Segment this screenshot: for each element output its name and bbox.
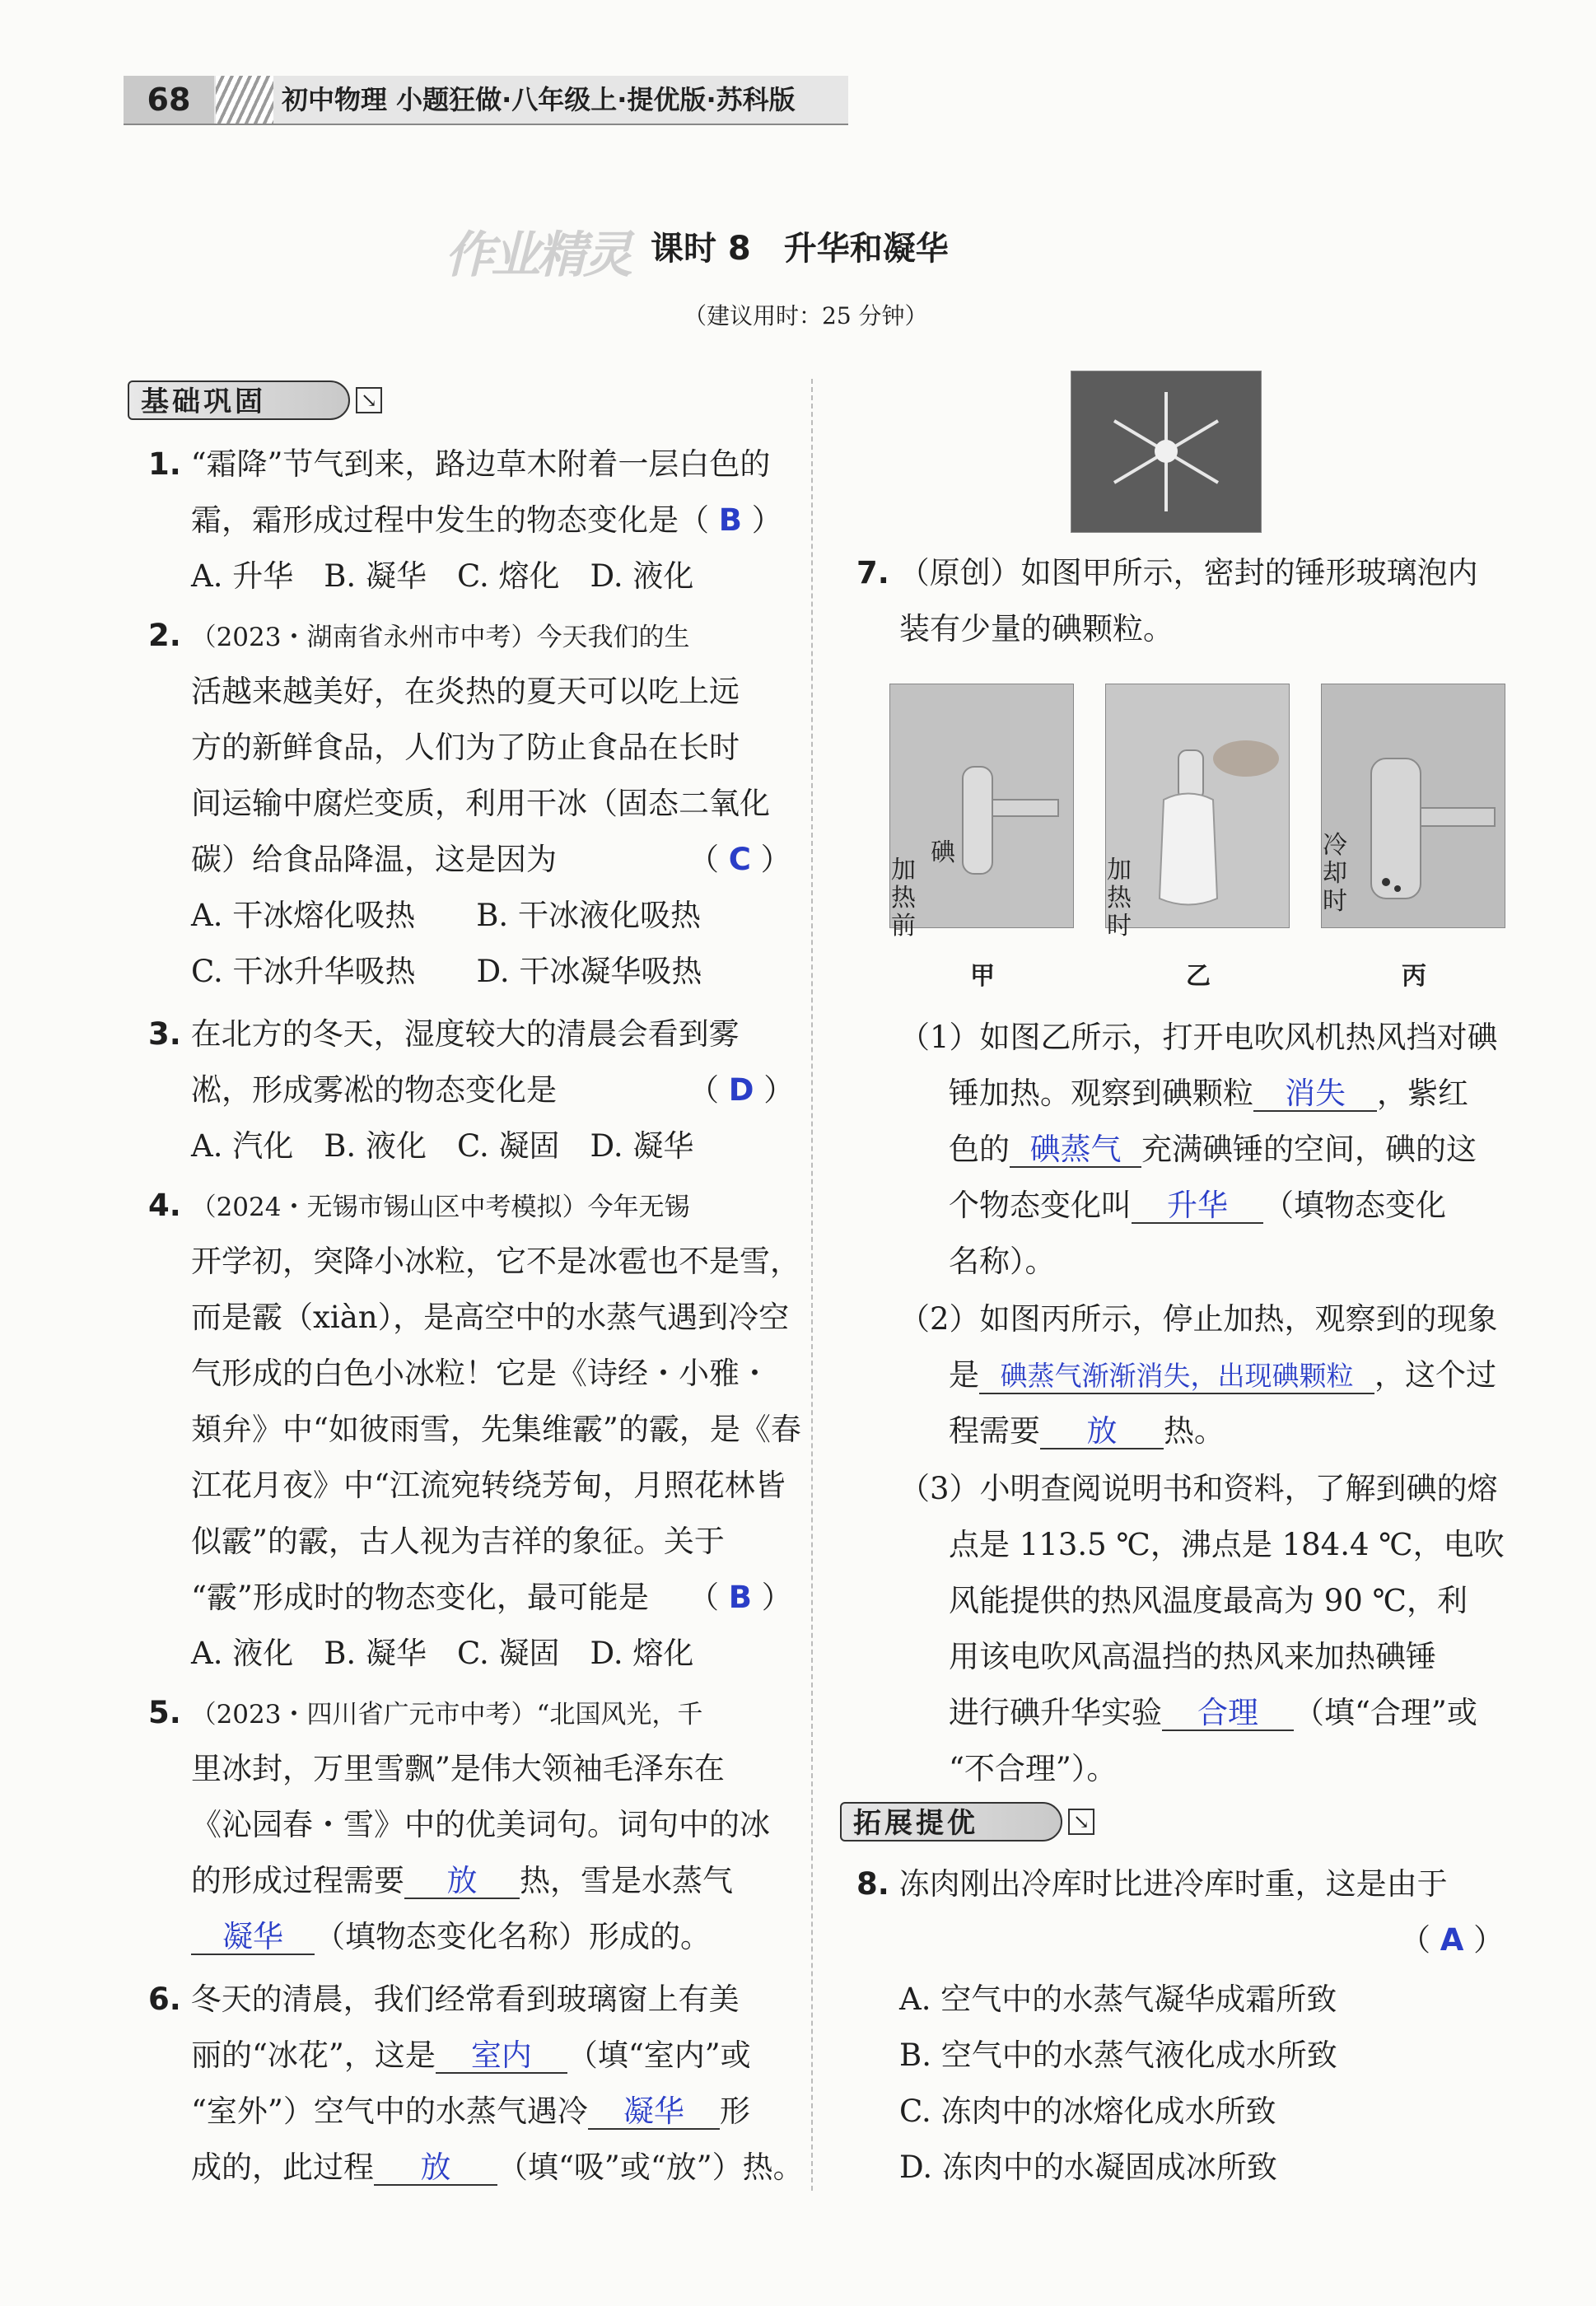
q4-line7: 似霰”的霰，古人视为吉祥的象征。关于 [191, 1524, 725, 1559]
lesson-title: 课时 8 升华和凝华 [651, 230, 949, 268]
q2-line5: 碳）给食品降温，这是因为 [191, 842, 557, 877]
figure-yi-photo [1105, 684, 1290, 928]
q4-line4: 气形成的白色小冰粒！它是《诗经・小雅・ [191, 1356, 770, 1391]
q5-line3: 《沁园春・雪》中的优美词句。词句中的冰 [191, 1807, 770, 1842]
arrow-icon: ↘ [356, 387, 382, 413]
q6-line4: 成的，此过程 放 （填“吸”或“放”）热。 [191, 2150, 804, 2185]
q7-p3-line3: 风能提供的热风温度最高为 90 ℃，利 [949, 1583, 1468, 1618]
q4-line3: 而是霰（xiàn），是高空中的水蒸气遇到冷空 [191, 1300, 790, 1335]
arrow-icon: ↘ [1068, 1809, 1094, 1835]
label-cool: 冷却时 [1323, 831, 1347, 916]
q3-line1: 3. 在北方的冬天，湿度较大的清晨会看到雾 [148, 1016, 740, 1052]
q7-p1-line3: 色的 碘蒸气 充满碘锤的空间，碘的这 [949, 1132, 1477, 1167]
suggested-time: （建议用时：25 分钟） [684, 302, 928, 329]
q5-line5: 凝华 （填物态变化名称）形成的。 [191, 1917, 711, 1957]
q6-line2: 丽的“冰花”，这是 室内 （填“室内”或 [191, 2038, 751, 2073]
q7-p2-blank-2: 放 [1040, 1415, 1164, 1449]
q7-p2-line2: 是 碘蒸气渐渐消失，出现碘颗粒 ，这个过 [949, 1357, 1496, 1393]
q7-p1-blank-1: 消失 [1253, 1077, 1377, 1112]
q4-answer-bracket: （ B ） [688, 1580, 792, 1615]
q7-p2-line1: （2）如图丙所示，停止加热，观察到的现象 [899, 1301, 1498, 1337]
q2-options-ab: A. 干冰熔化吸热 B. 干冰液化吸热 [191, 898, 701, 933]
q7-p3-line4: 用该电吹风高温挡的热风来加热碘锤 [949, 1639, 1436, 1674]
q7-p3-line2: 点是 113.5 ℃，沸点是 184.4 ℃，电吹 [949, 1527, 1505, 1562]
figure-jia-photo [889, 684, 1074, 928]
q5-line1: 5. （2023・四川省广元市中考）“北国风光，千 [148, 1695, 703, 1730]
header-stripes [216, 76, 273, 124]
q2-line1: 2. （2023・湖南省永州市中考）今天我们的生 [148, 618, 690, 653]
q6-blank-1: 室内 [436, 2039, 567, 2074]
section-basic: 基础巩固 [128, 380, 350, 420]
q7-p2-blank-1: 碘蒸气渐渐消失，出现碘颗粒 [979, 1360, 1374, 1394]
column-divider [811, 379, 813, 2191]
q7-p3-line6: “不合理”）。 [949, 1751, 1118, 1786]
q1-answer: B [718, 502, 742, 538]
q8-option-b: B. 空气中的水蒸气液化成水所致 [899, 2038, 1337, 2073]
snowflake-photo [1071, 371, 1262, 533]
q1-options: A. 升华 B. 凝华 C. 熔化 D. 液化 [191, 558, 694, 594]
q2-line4: 间运输中腐烂变质，利用干冰（固态二氧化 [191, 786, 770, 821]
q2-line3: 方的新鲜食品，人们为了防止食品在长时 [191, 730, 740, 765]
q5-line4: 的形成过程需要 放 热，雪是水蒸气 [191, 1863, 733, 1898]
q7-p3-blank-1: 合理 [1162, 1697, 1294, 1731]
page-number: 68 [124, 76, 214, 124]
q6-line1: 6. 冬天的清晨，我们经常看到玻璃窗上有美 [148, 1982, 740, 2017]
q3-answer: D [728, 1072, 754, 1108]
watermark: 作业精灵 [445, 226, 629, 284]
q2-options-cd: C. 干冰升华吸热 D. 干冰凝华吸热 [191, 954, 702, 989]
label-iodine: 碘 [931, 838, 955, 867]
section-extend: 拓展提优 [840, 1802, 1062, 1842]
q8-option-a: A. 空气中的水蒸气凝华成霜所致 [899, 1982, 1337, 2017]
q7-p1-line4: 个物态变化叫 升华 （填物态变化 [949, 1188, 1446, 1223]
figure-bing-photo [1321, 684, 1505, 928]
q8-line1: 8. 冻肉刚出冷库时比进冷库时重，这是由于 [856, 1866, 1448, 1902]
header-rule [124, 124, 848, 125]
q8-option-d: D. 冻肉中的水凝固成冰所致 [899, 2150, 1277, 2185]
label-yi: 乙 [1186, 962, 1211, 991]
q4-options: A. 液化 B. 凝华 C. 凝固 D. 熔化 [191, 1636, 694, 1671]
q7-p1-blank-3: 升华 [1132, 1189, 1263, 1224]
q3-answer-bracket: （ D ） [688, 1072, 795, 1108]
q8-answer-bracket: （ A ） [1400, 1922, 1505, 1958]
q8-answer: A [1440, 1922, 1464, 1958]
q4-line8: “霰”形成时的物态变化，最可能是 [191, 1580, 649, 1615]
q7-line2: 装有少量的碘颗粒。 [899, 611, 1174, 647]
q5-line2: 里冰封，万里雪飘”是伟大领袖毛泽东在 [191, 1751, 725, 1786]
q6-line3: “室外”）空气中的水蒸气遇冷 凝华 形 [191, 2094, 750, 2129]
q8-option-c: C. 冻肉中的冰熔化成水所致 [899, 2094, 1276, 2129]
label-jia: 甲 [970, 962, 995, 991]
q5-blank-2: 凝华 [191, 1921, 315, 1955]
q6-blank-3: 放 [374, 2151, 497, 2186]
q4-line1: 4. （2024・无锡市锡山区中考模拟）今年无锡 [148, 1188, 690, 1223]
q7-p1-line1: （1）如图乙所示，打开电吹风机热风挡对碘 [899, 1020, 1498, 1055]
q4-line2: 开学初，突降小冰粒，它不是冰雹也不是雪， [191, 1244, 800, 1279]
q7-p2-line3: 程需要 放 热。 [949, 1413, 1225, 1449]
q7-p3-line1: （3）小明查阅说明书和资料，了解到碘的熔 [899, 1471, 1498, 1506]
q4-line6: 江花月夜》中“江流宛转绕芳甸，月照花林皆 [191, 1468, 786, 1503]
q6-blank-2: 凝华 [588, 2095, 720, 2130]
label-before: 加热前 [891, 856, 916, 941]
q4-answer: B [728, 1580, 752, 1615]
q7-p1-blank-2: 碘蒸气 [1010, 1133, 1141, 1168]
q2-answer-bracket: （ C ） [688, 842, 791, 877]
q2-answer: C [728, 842, 751, 877]
q7-line1: 7. （原创）如图甲所示，密封的锤形玻璃泡内 [856, 555, 1478, 591]
q3-line2: 凇，形成雾凇的物态变化是 [191, 1072, 557, 1108]
q3-options: A. 汽化 B. 液化 C. 凝固 D. 凝华 [191, 1128, 694, 1164]
q7-p1-line2: 锤加热。观察到碘颗粒 消失 ，紫红 [949, 1076, 1468, 1111]
book-title: 初中物理 小题狂做·八年级上·提优版·苏科版 [282, 84, 796, 115]
q2-line2: 活越来越美好，在炎热的夏天可以吃上远 [191, 674, 740, 709]
q7-p1-line5: 名称）。 [949, 1244, 1056, 1279]
q1-line2: 霜，霜形成过程中发生的物态变化是（ B ） [191, 502, 782, 538]
q4-line5: 頍弁》中“如彼雨雪，先集维霰”的霰，是《春 [191, 1412, 801, 1447]
q7-p3-line5: 进行碘升华实验 合理 （填“合理”或 [949, 1695, 1477, 1730]
label-bing: 丙 [1402, 962, 1426, 991]
q1-line1: 1. “霜降”节气到来，路边草木附着一层白色的 [148, 446, 771, 482]
q5-blank-1: 放 [404, 1865, 520, 1899]
label-during: 加热时 [1107, 856, 1132, 941]
